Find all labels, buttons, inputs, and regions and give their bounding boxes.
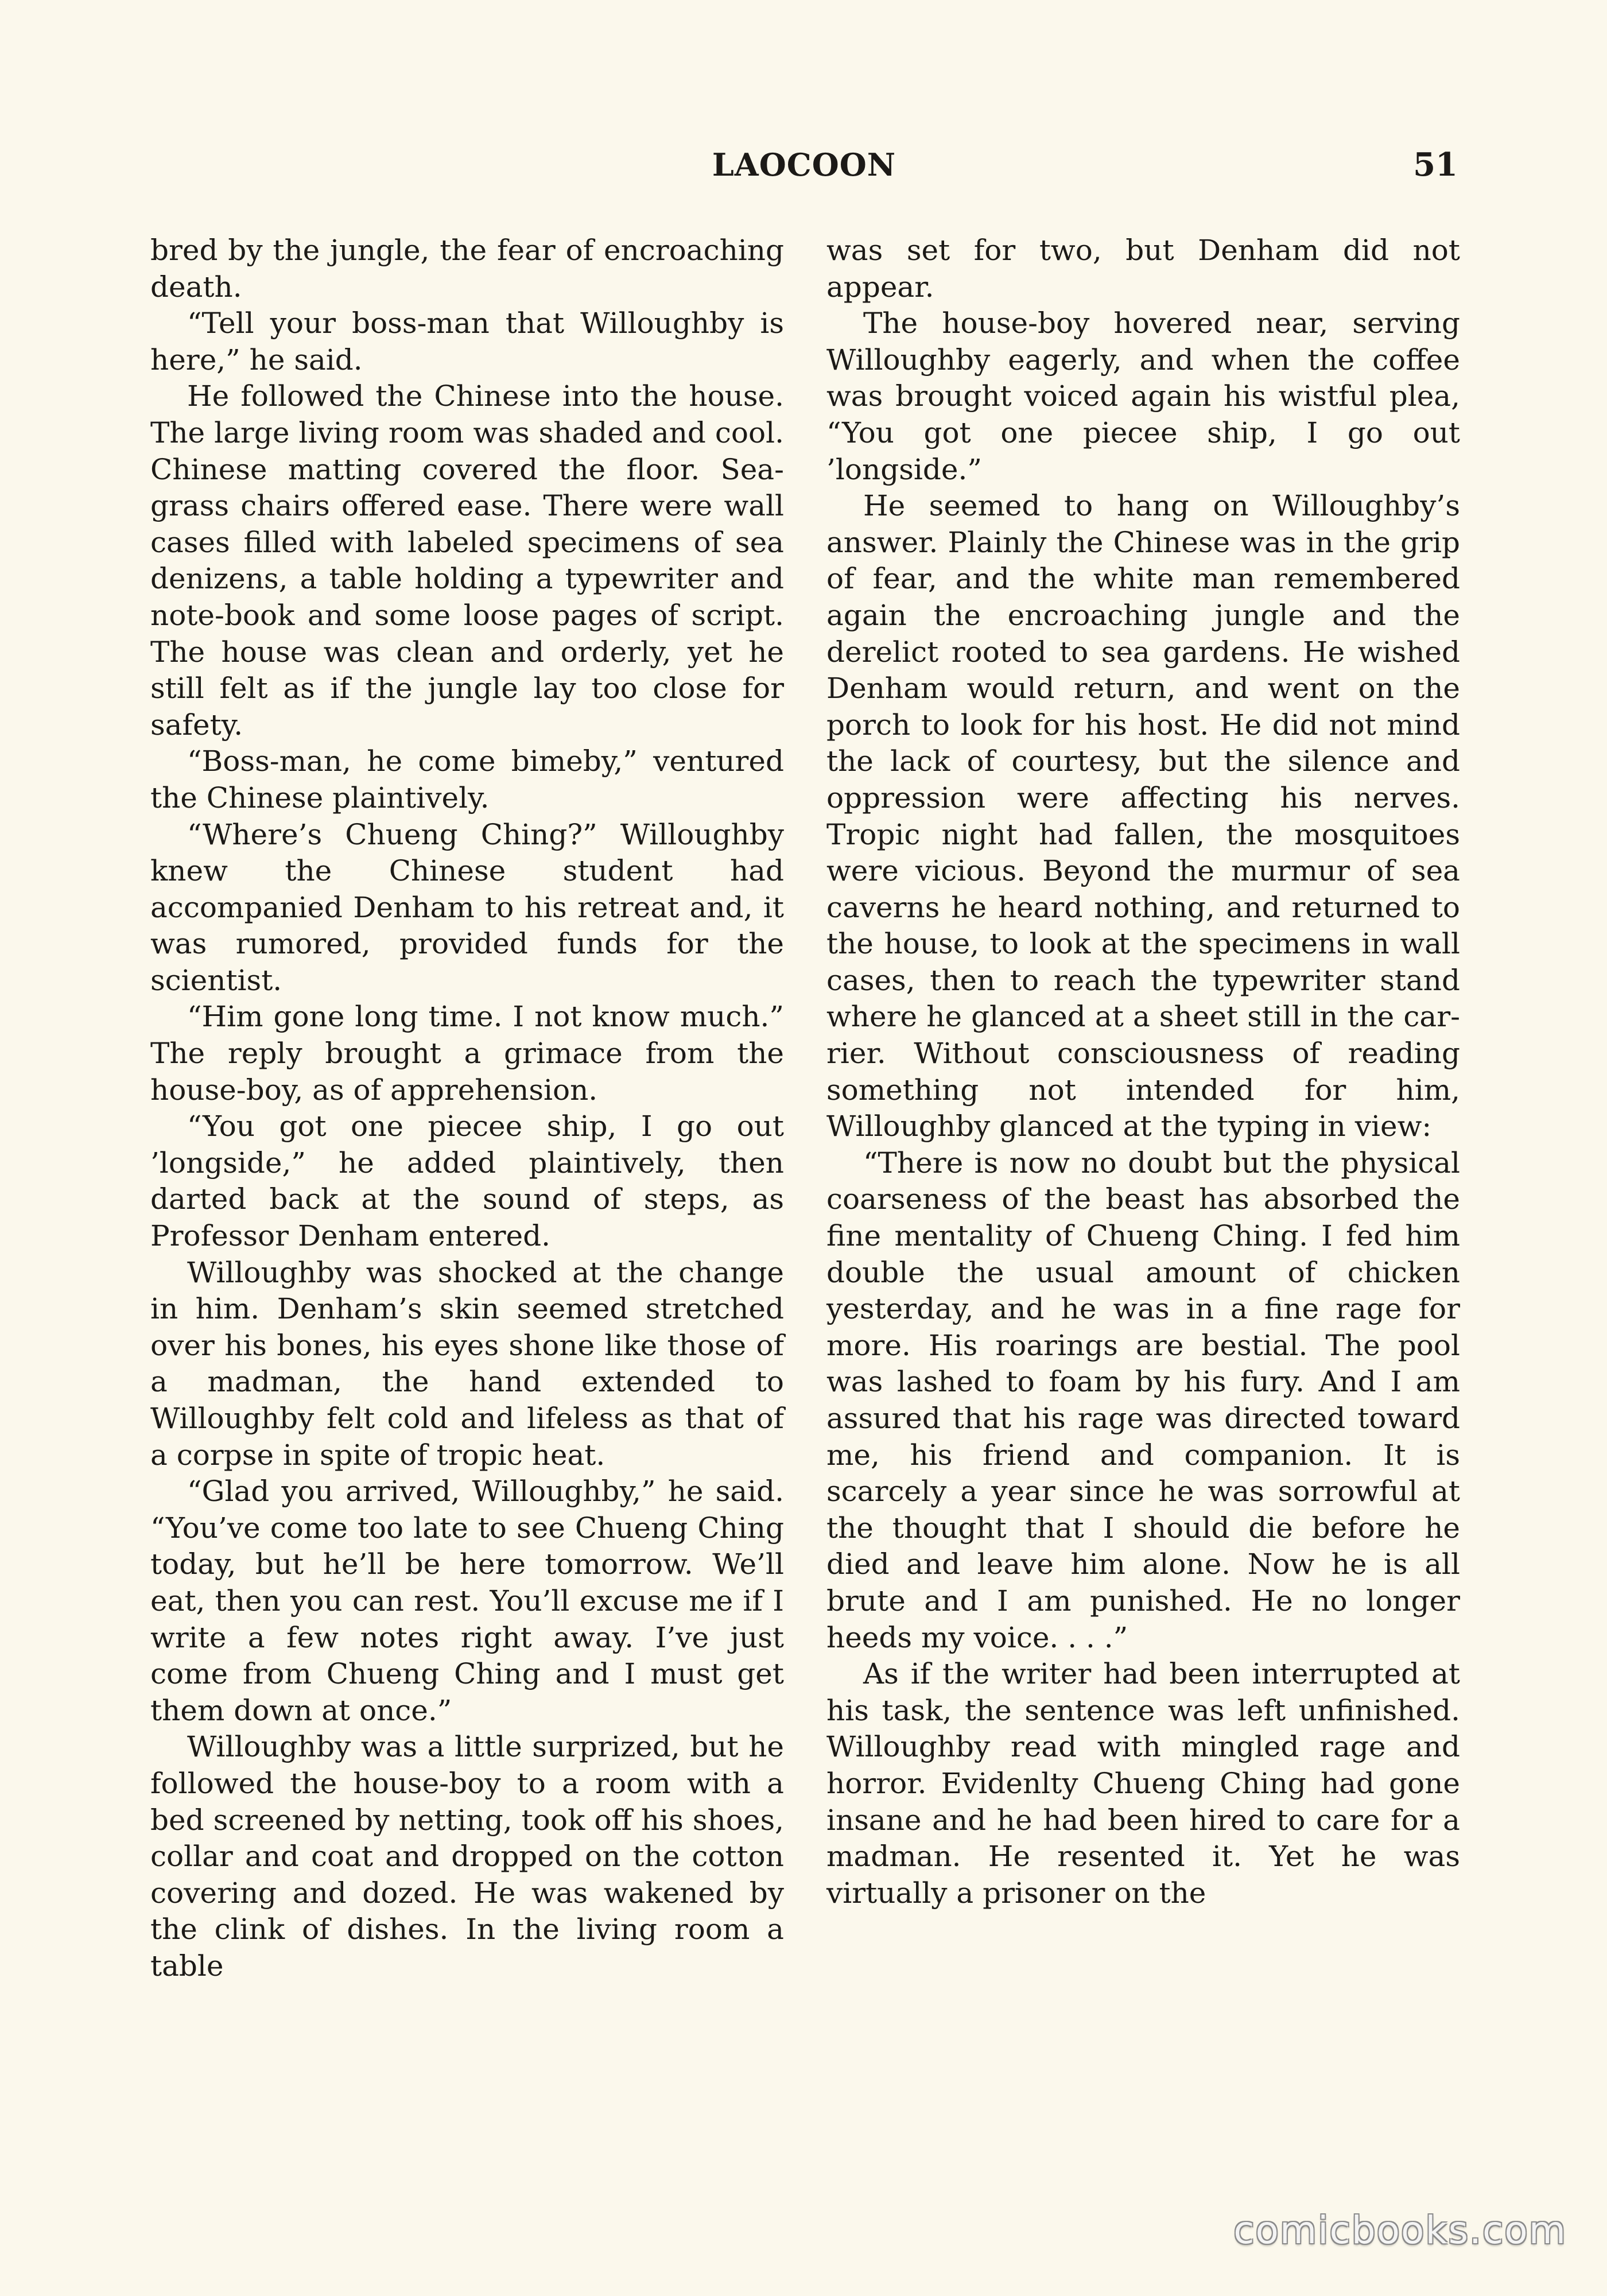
- paragraph: “Glad you arrived, Willoughby,” he said. “You’ve come too late to see Chueng Ching today, but he’ll be here tomorrow. We’ll eat, then you can rest. You’ll excuse me if I write a few notes right away. I’ve just come from Chueng Ching and I must get them down at once.”: [150, 1475, 784, 1727]
- paragraph: bred by the jungle, the fear of encroaching death.: [150, 234, 784, 304]
- paragraph: He followed the Chinese into the house. The large living room was shaded and cool. Chinese matting covered the floor. Sea-grass chairs offered ease. There were wall cases filled with labeled specimens of sea denizens, a table holding a typewriter and note-book and some loose pages of script. The house was clean and orderly, yet he still felt as if the jungle lay too close for safety.: [150, 379, 784, 742]
- paragraph: “You got one piecee ship, I go out ’longside,” he added plaintively, then darted back at the sound of steps, as Professor Denham entered.: [150, 1110, 784, 1253]
- paragraph: “There is now no doubt but the physical coarseness of the beast has absorbed the fine mentality of Chueng Ching. I fed him double the usual amount of chicken yesterday, and he was in a fine rage for more. His roarings are bestial. The pool was lashed to foam by his fury. And I am assured that his rage was directed toward me, his friend and companion. It is scarcely a year since he was sorrowful at the thought that I should die before he died and leave him alone. Now he is all brute and I am punished. He no longer heeds my voice. . . .”: [826, 1146, 1460, 1654]
- paragraph: The house-boy hovered near, serving Willoughby eagerly, and when the coffee was brought voiced again his wistful plea, “You got one piecee ship, I go out ’longside.”: [826, 307, 1460, 486]
- paragraph: “Tell your boss-man that Willoughby is here,” he said.: [150, 307, 784, 377]
- left-column: [150, 232, 784, 1985]
- paragraph: “Him gone long time. I not know much.” The reply brought a grimace from the house-boy, as of apprehension.: [150, 1000, 784, 1107]
- page-number: 51: [1413, 146, 1458, 184]
- paragraph: As if the writer had been interrupted at his task, the sentence was left unfinished. Willoughby read with mingled rage and horror. Evidenlty Chueng Ching had gone insane and he had been hired to care for a madman. He resented it. Yet he was virtually a prisoner on the: [826, 1657, 1460, 1910]
- paragraph: was set for two, but Denham did not appear.: [826, 234, 1460, 304]
- paragraph: Willoughby was a little surprized, but he followed the house-boy to a room with a bed screened by netting, took off his shoes, collar and coat and dropped on the cotton covering and dozed. He was wakened by the clink of dishes. In the living room a table: [150, 1730, 784, 1983]
- running-title: LAOCOON: [712, 146, 896, 183]
- paragraph: Willoughby was shocked at the change in him. Denham’s skin seemed stretched over his bones, his eyes shone like those of a madman, the hand extended to Willoughby felt cold and lifeless as that of a corpse in spite of tropic heat.: [150, 1255, 784, 1472]
- paragraph: “Boss-man, he come bimeby,” ventured the Chinese plaintively.: [150, 744, 784, 815]
- paragraph: “Where’s Chueng Ching?” Willoughby knew the Chinese student had accompanied Denham to his retreat and, it was rumored, provided funds for the scientist.: [150, 817, 784, 997]
- paragraph: He seemed to hang on Willoughby’s answer. Plainly the Chinese was in the grip of fear, and the white man remembered again the encroaching jungle and the derelict rooted to sea gardens. He wished Denham would return, and went on the porch to look for his host. He did not mind the lack of courtesy, but the silence and oppression were affecting his nerves. Tropic night had fallen, the mosquitoes were vicious. Beyond the murmur of sea caverns he heard nothing, and returned to the house, to look at the specimens in wall cases, then to reach the typewriter stand where he glanced at a sheet still in the carrier. Without consciousness of reading something not intended for him, Willoughby glanced at the typing in view:: [826, 489, 1460, 1143]
- page-header: [150, 145, 1458, 185]
- site-watermark: comicbooks.com: [1233, 2208, 1567, 2252]
- right-column: [826, 232, 1460, 1911]
